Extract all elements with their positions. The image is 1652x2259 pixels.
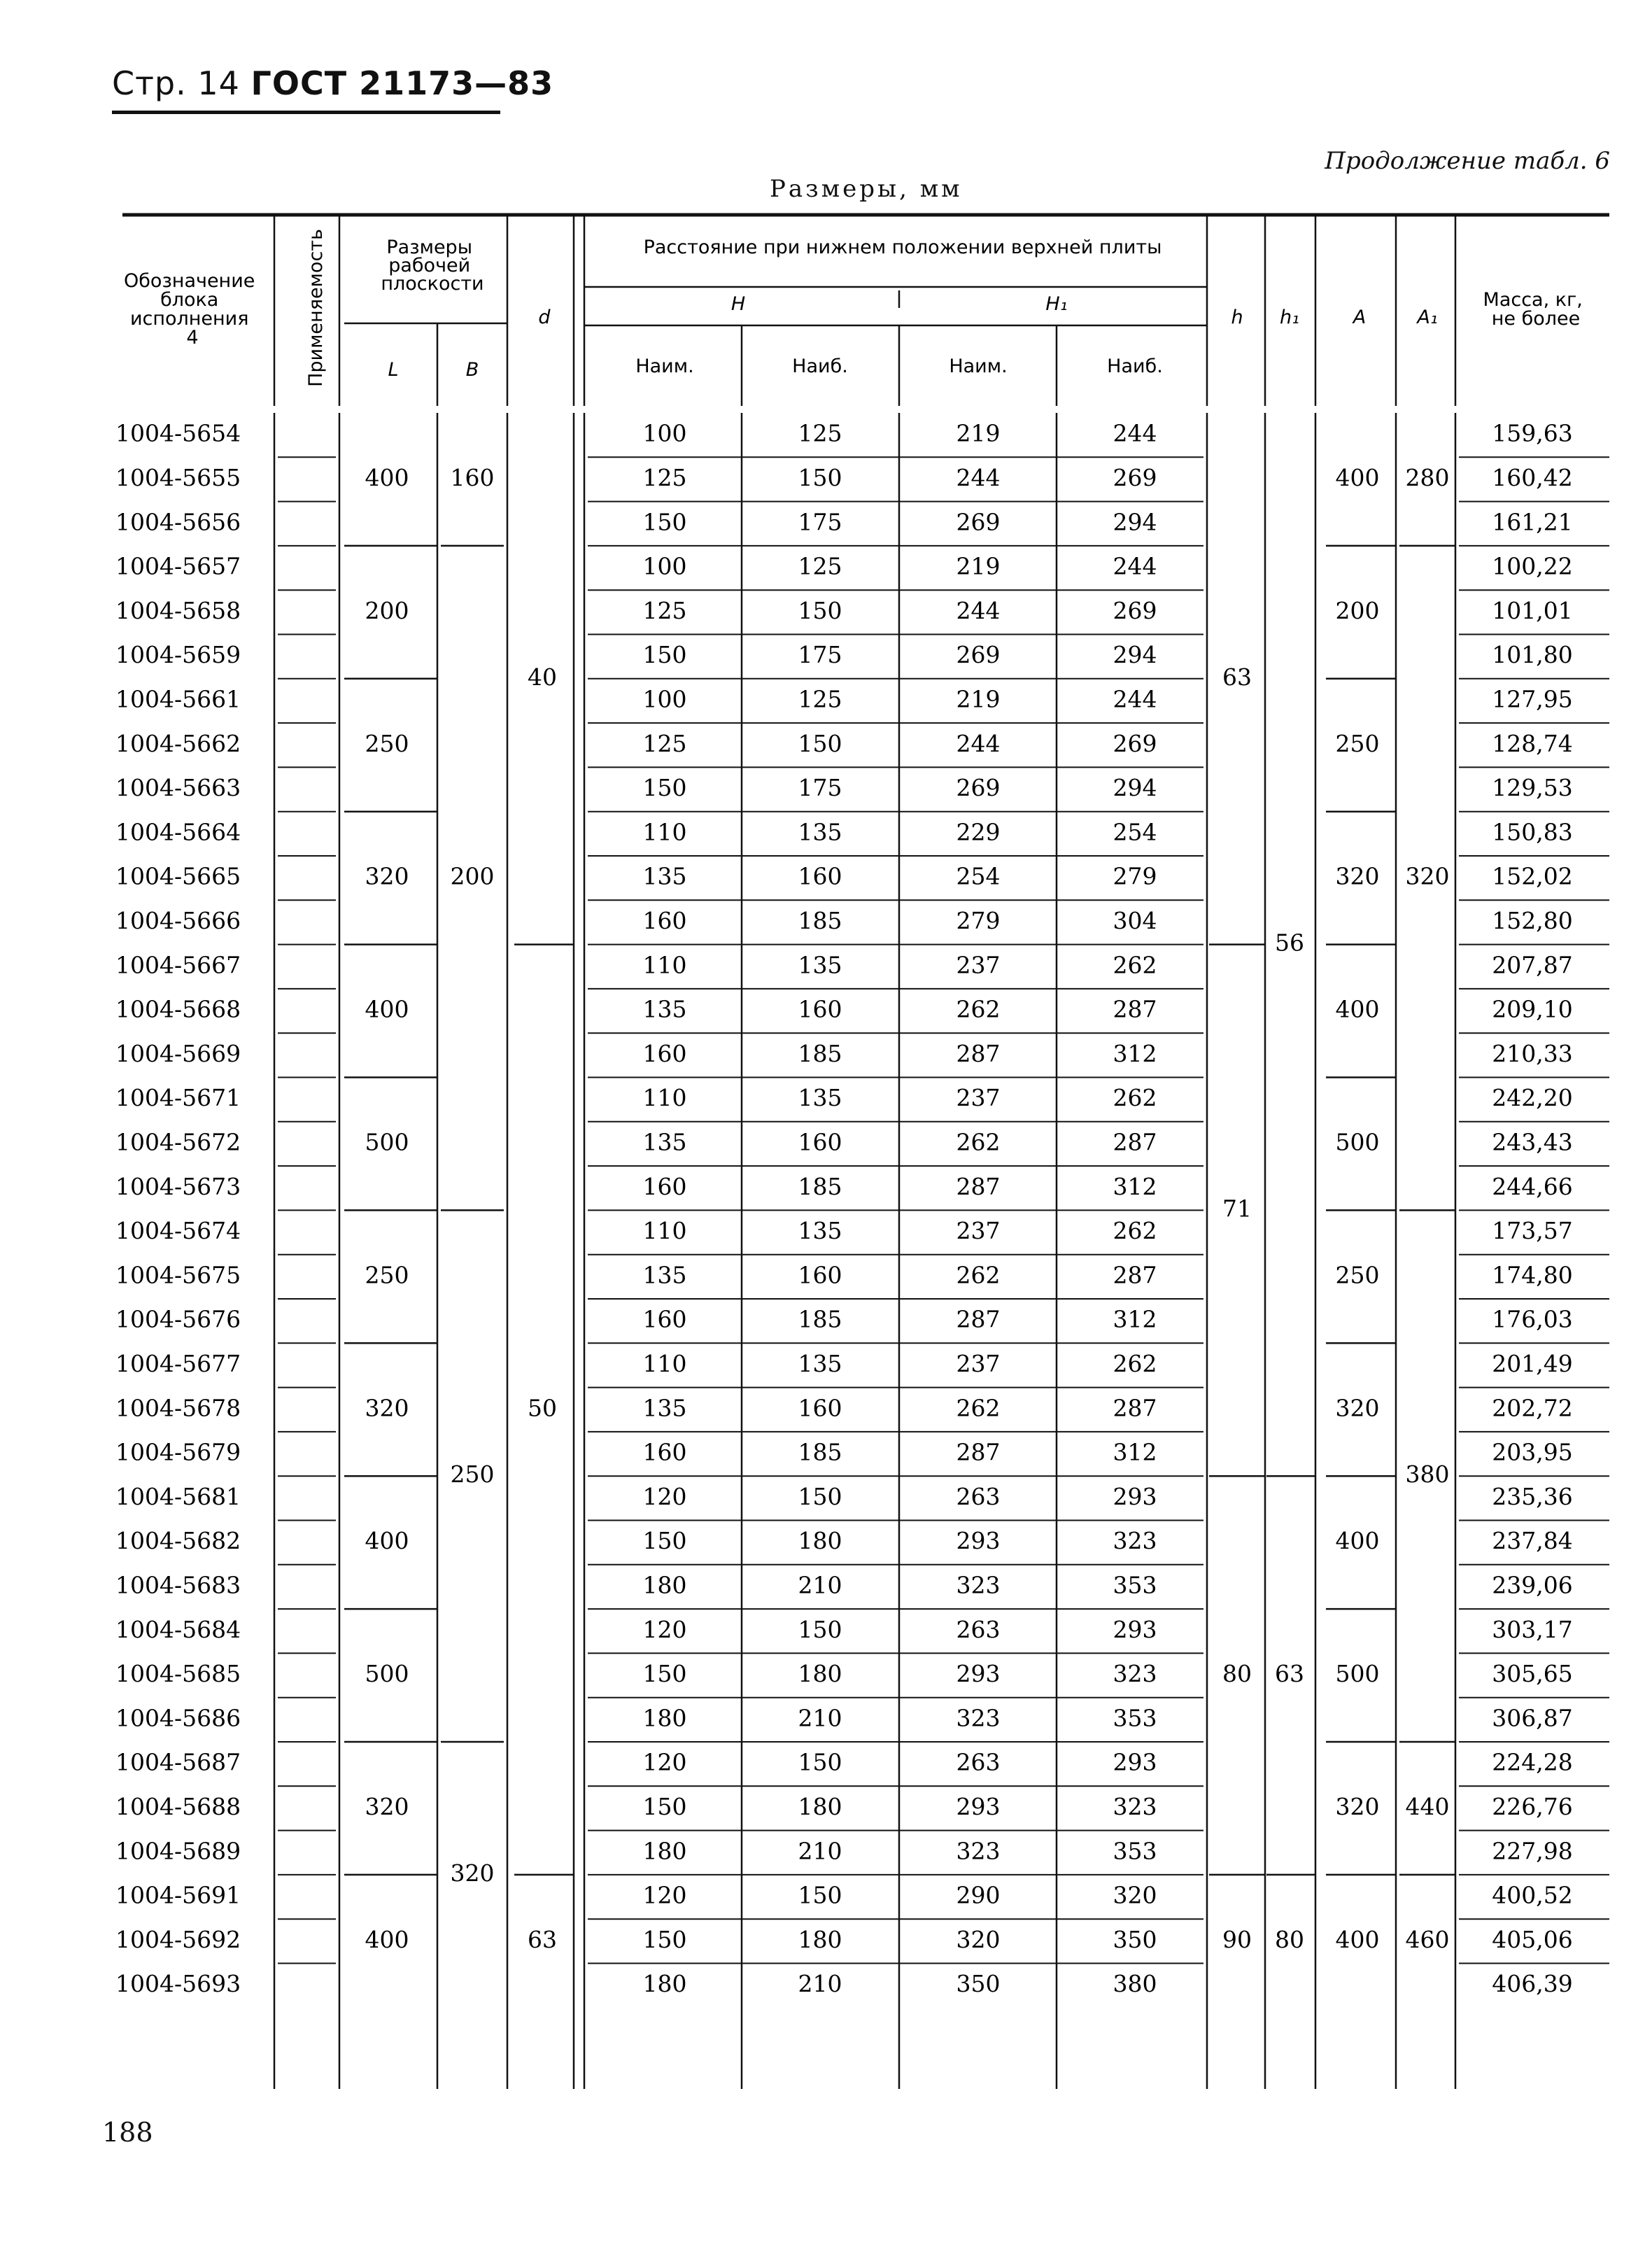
mass-cell: 237,84 — [1492, 1527, 1573, 1555]
H1-min-cell: 263 — [956, 1615, 1001, 1643]
mass-cell: 244,66 — [1492, 1172, 1573, 1200]
mass-cell: 160,42 — [1492, 463, 1573, 491]
mass-cell: 129,53 — [1492, 774, 1573, 802]
H1-max-cell: 287 — [1113, 1128, 1157, 1156]
H1-max-cell: 269 — [1113, 596, 1157, 624]
H1-min-cell: 262 — [956, 1261, 1001, 1289]
H-min-cell: 125 — [642, 463, 687, 491]
mass-cell: 127,95 — [1492, 685, 1573, 713]
H1-min-cell: 269 — [956, 641, 1001, 669]
mass-cell: 152,02 — [1492, 862, 1573, 890]
H-min-cell: 150 — [642, 508, 687, 536]
H1-max-cell: 244 — [1113, 419, 1157, 447]
mass-cell: 406,39 — [1492, 1970, 1573, 1998]
H-min-cell: 125 — [642, 596, 687, 624]
A-cell: 320 — [1335, 1394, 1380, 1422]
H-max-cell: 210 — [798, 1970, 842, 1998]
L-cell: 400 — [365, 995, 409, 1023]
L-cell: 500 — [365, 1128, 409, 1156]
H-max-header: Наиб. — [792, 356, 848, 377]
mass-cell: 101,01 — [1492, 596, 1573, 624]
H-min-cell: 110 — [642, 1349, 687, 1377]
mass-cell: 203,95 — [1492, 1438, 1573, 1466]
designation-cell: 1004-5682 — [115, 1527, 241, 1555]
H1-max-cell: 279 — [1113, 862, 1157, 890]
designation-cell: 1004-5685 — [115, 1660, 241, 1688]
H1-max-cell: 262 — [1113, 1084, 1157, 1112]
B-cell: 320 — [450, 1859, 495, 1887]
mass-cell: 227,98 — [1492, 1837, 1573, 1865]
designation-cell: 1004-5692 — [115, 1925, 241, 1953]
H-max-cell: 125 — [798, 419, 842, 447]
L-cell: 400 — [365, 1925, 409, 1953]
H-min-cell: 110 — [642, 818, 687, 846]
h-cell: 71 — [1222, 1195, 1252, 1223]
H-min-cell: 135 — [642, 1394, 687, 1422]
mass-cell: 235,36 — [1492, 1482, 1573, 1510]
designation-line: 4 — [186, 327, 199, 349]
H-min-cell: 150 — [642, 1792, 687, 1820]
H-min-cell: 160 — [642, 906, 687, 934]
mass-cell: 173,57 — [1492, 1217, 1573, 1245]
H-max-cell: 175 — [798, 508, 842, 536]
A1-cell: 280 — [1405, 463, 1450, 491]
H-max-cell: 160 — [798, 995, 842, 1023]
H1-max-cell: 320 — [1113, 1881, 1157, 1909]
H1-max-cell: 353 — [1113, 1837, 1157, 1865]
designation-cell: 1004-5673 — [115, 1172, 241, 1200]
H-max-cell: 135 — [798, 1084, 842, 1112]
mass-cell: 224,28 — [1492, 1748, 1573, 1776]
designation-line: Обозначение — [124, 270, 255, 292]
A-cell: 200 — [1335, 596, 1380, 624]
work-surface-line: плоскости — [381, 273, 484, 295]
h1-cell: 63 — [1275, 1660, 1304, 1688]
L-cell: 200 — [365, 596, 409, 624]
designation-cell: 1004-5677 — [115, 1349, 241, 1377]
H-max-cell: 160 — [798, 1394, 842, 1422]
designation-header — [124, 270, 261, 349]
H-max-cell: 210 — [798, 1571, 842, 1599]
H-max-cell: 185 — [798, 1305, 842, 1333]
designation-cell: 1004-5693 — [115, 1970, 241, 1998]
H1-max-cell: 287 — [1113, 1261, 1157, 1289]
H1-max-cell: 350 — [1113, 1925, 1157, 1953]
designation-line: блока — [160, 289, 219, 311]
H1-max-header: Наиб. — [1107, 356, 1163, 377]
mass-cell: 201,49 — [1492, 1349, 1573, 1377]
mass-cell: 150,83 — [1492, 818, 1573, 846]
mass-cell: 152,80 — [1492, 906, 1573, 934]
H-max-cell: 180 — [798, 1792, 842, 1820]
A-cell: 400 — [1335, 1527, 1380, 1555]
A1-header: A₁ — [1417, 307, 1438, 328]
H-min-header: Наим. — [635, 356, 694, 377]
designation-cell: 1004-5687 — [115, 1748, 241, 1776]
A1-cell: 440 — [1405, 1792, 1450, 1820]
d-header: d — [538, 307, 551, 328]
H-min-cell: 135 — [642, 995, 687, 1023]
H1-max-cell: 353 — [1113, 1704, 1157, 1732]
applicability-header: Применяемость — [305, 229, 327, 387]
H1-max-cell: 287 — [1113, 995, 1157, 1023]
work-surface-header — [381, 237, 483, 295]
H1-max-cell: 262 — [1113, 1217, 1157, 1245]
H-min-cell: 110 — [642, 951, 687, 979]
L-cell: 320 — [365, 1394, 409, 1422]
L-cell: 250 — [365, 729, 409, 757]
designation-cell: 1004-5691 — [115, 1881, 241, 1909]
H-max-cell: 160 — [798, 1128, 842, 1156]
designation-cell: 1004-5669 — [115, 1039, 241, 1067]
H-max-cell: 180 — [798, 1925, 842, 1953]
H1-min-cell: 293 — [956, 1527, 1001, 1555]
L-cell: 250 — [365, 1261, 409, 1289]
H1-max-cell: 323 — [1113, 1660, 1157, 1688]
H-min-cell: 100 — [642, 685, 687, 713]
designation-cell: 1004-5662 — [115, 729, 241, 757]
mass-cell: 176,03 — [1492, 1305, 1573, 1333]
H-min-cell: 100 — [642, 552, 687, 580]
H1-min-cell: 237 — [956, 1217, 1001, 1245]
designation-cell: 1004-5681 — [115, 1482, 241, 1510]
mass-cell: 202,72 — [1492, 1394, 1573, 1422]
mass-cell: 405,06 — [1492, 1925, 1573, 1953]
H1-min-cell: 262 — [956, 1394, 1001, 1422]
H-min-cell: 150 — [642, 1925, 687, 1953]
designation-cell: 1004-5676 — [115, 1305, 241, 1333]
B-cell: 250 — [450, 1461, 495, 1489]
A1-cell: 460 — [1405, 1925, 1450, 1953]
mass-cell: 174,80 — [1492, 1261, 1573, 1289]
H-min-cell: 180 — [642, 1704, 687, 1732]
H1-min-cell: 293 — [956, 1660, 1001, 1688]
B-cell: 160 — [450, 463, 495, 491]
H1-max-cell: 353 — [1113, 1571, 1157, 1599]
H-min-cell: 150 — [642, 641, 687, 669]
H1-min-cell: 244 — [956, 463, 1001, 491]
h-cell: 63 — [1222, 663, 1252, 691]
H1-max-cell: 293 — [1113, 1615, 1157, 1643]
L-cell: 500 — [365, 1660, 409, 1688]
designation-cell: 1004-5675 — [115, 1261, 241, 1289]
H-max-cell: 175 — [798, 641, 842, 669]
H1-min-cell: 323 — [956, 1571, 1001, 1599]
H-max-cell: 150 — [798, 1748, 842, 1776]
A-cell: 320 — [1335, 1792, 1380, 1820]
designation-cell: 1004-5672 — [115, 1128, 241, 1156]
distance-header: Расстояние при нижнем положении верхней плиты — [643, 237, 1162, 258]
H-min-cell: 180 — [642, 1571, 687, 1599]
H-min-cell: 160 — [642, 1039, 687, 1067]
H-min-cell: 160 — [642, 1438, 687, 1466]
L-cell: 400 — [365, 1527, 409, 1555]
designation-cell: 1004-5684 — [115, 1615, 241, 1643]
H1-max-cell: 262 — [1113, 951, 1157, 979]
H1-header: H₁ — [1045, 293, 1068, 315]
H-max-cell: 150 — [798, 463, 842, 491]
H-min-cell: 135 — [642, 862, 687, 890]
H1-min-cell: 350 — [956, 1970, 1001, 1998]
H-min-cell: 150 — [642, 1527, 687, 1555]
H-min-cell: 100 — [642, 419, 687, 447]
H-max-cell: 180 — [798, 1660, 842, 1688]
H1-max-cell: 312 — [1113, 1438, 1157, 1466]
H1-min-cell: 262 — [956, 1128, 1001, 1156]
H-min-cell: 110 — [642, 1084, 687, 1112]
h-cell: 80 — [1222, 1660, 1252, 1688]
designation-cell: 1004-5663 — [115, 774, 241, 802]
B-cell: 200 — [450, 862, 495, 890]
H1-min-cell: 237 — [956, 951, 1001, 979]
A1-cell: 320 — [1405, 862, 1450, 890]
H1-max-cell: 312 — [1113, 1172, 1157, 1200]
H1-max-cell: 262 — [1113, 1349, 1157, 1377]
mass-cell: 242,20 — [1492, 1084, 1573, 1112]
H1-min-cell: 237 — [956, 1084, 1001, 1112]
units-caption: Размеры, мм — [770, 175, 963, 203]
H-max-cell: 135 — [798, 951, 842, 979]
A-cell: 400 — [1335, 1925, 1380, 1953]
designation-cell: 1004-5668 — [115, 995, 241, 1023]
mass-cell: 306,87 — [1492, 1704, 1573, 1732]
mass-cell: 101,80 — [1492, 641, 1573, 669]
h-cell: 90 — [1222, 1925, 1252, 1953]
H1-min-cell: 219 — [956, 552, 1001, 580]
B-header: B — [465, 359, 479, 381]
H-max-cell: 185 — [798, 1039, 842, 1067]
designation-cell: 1004-5671 — [115, 1084, 241, 1112]
H-max-cell: 210 — [798, 1704, 842, 1732]
H1-min-cell: 269 — [956, 774, 1001, 802]
H1-max-cell: 287 — [1113, 1394, 1157, 1422]
H-max-cell: 185 — [798, 1172, 842, 1200]
H1-max-cell: 244 — [1113, 552, 1157, 580]
H-max-cell: 185 — [798, 1438, 842, 1466]
H-min-cell: 120 — [642, 1748, 687, 1776]
H-min-cell: 150 — [642, 1660, 687, 1688]
H1-min-cell: 293 — [956, 1792, 1001, 1820]
designation-cell: 1004-5667 — [115, 951, 241, 979]
H-max-cell: 185 — [798, 906, 842, 934]
mass-cell: 239,06 — [1492, 1571, 1573, 1599]
H-min-cell: 135 — [642, 1128, 687, 1156]
H1-min-cell: 244 — [956, 729, 1001, 757]
designation-cell: 1004-5654 — [115, 419, 241, 447]
H1-min-cell: 244 — [956, 596, 1001, 624]
page-label: Стр. 14 — [112, 64, 240, 102]
A1-cell: 380 — [1405, 1461, 1450, 1489]
mass-cell: 400,52 — [1492, 1881, 1573, 1909]
H1-min-cell: 263 — [956, 1748, 1001, 1776]
H1-max-cell: 312 — [1113, 1305, 1157, 1333]
H-max-cell: 150 — [798, 596, 842, 624]
A-cell: 250 — [1335, 1261, 1380, 1289]
mass-header — [1483, 289, 1589, 330]
d-cell: 63 — [528, 1925, 557, 1953]
H1-max-cell: 254 — [1113, 818, 1157, 846]
A-cell: 250 — [1335, 729, 1380, 757]
designation-cell: 1004-5686 — [115, 1704, 241, 1732]
h1-header: h₁ — [1280, 307, 1299, 328]
H1-max-cell: 312 — [1113, 1039, 1157, 1067]
d-cell: 50 — [528, 1394, 557, 1422]
H1-min-cell: 237 — [956, 1349, 1001, 1377]
H-max-cell: 125 — [798, 552, 842, 580]
H1-max-cell: 293 — [1113, 1748, 1157, 1776]
mass-line: Масса, кг, — [1483, 289, 1583, 311]
page-number: 188 — [102, 2117, 153, 2148]
H-min-cell: 120 — [642, 1881, 687, 1909]
mass-line: не более — [1491, 308, 1581, 330]
H-min-cell: 120 — [642, 1615, 687, 1643]
designation-cell: 1004-5678 — [115, 1394, 241, 1422]
H1-min-cell: 269 — [956, 508, 1001, 536]
H1-min-cell: 263 — [956, 1482, 1001, 1510]
designation-cell: 1004-5664 — [115, 818, 241, 846]
H-min-cell: 180 — [642, 1837, 687, 1865]
H-max-cell: 150 — [798, 1615, 842, 1643]
H-max-cell: 135 — [798, 818, 842, 846]
mass-cell: 128,74 — [1492, 729, 1573, 757]
H-max-cell: 175 — [798, 774, 842, 802]
H1-max-cell: 323 — [1113, 1527, 1157, 1555]
designation-cell: 1004-5666 — [115, 906, 241, 934]
designation-cell: 1004-5656 — [115, 508, 241, 536]
H1-min-cell: 279 — [956, 906, 1001, 934]
H-max-cell: 160 — [798, 1261, 842, 1289]
work-surface-line: Размеры — [386, 237, 473, 258]
H-max-cell: 210 — [798, 1837, 842, 1865]
mass-cell: 159,63 — [1492, 419, 1573, 447]
L-cell: 320 — [365, 862, 409, 890]
A-cell: 320 — [1335, 862, 1380, 890]
H1-max-cell: 304 — [1113, 906, 1157, 934]
H1-max-cell: 380 — [1113, 1970, 1157, 1998]
d-cell: 40 — [528, 663, 557, 691]
designation-cell: 1004-5665 — [115, 862, 241, 890]
work-surface-line: рабочей — [388, 255, 471, 276]
H-min-cell: 160 — [642, 1172, 687, 1200]
H1-max-cell: 294 — [1113, 774, 1157, 802]
H1-min-cell: 262 — [956, 995, 1001, 1023]
designation-cell: 1004-5688 — [115, 1792, 241, 1820]
A-cell: 500 — [1335, 1128, 1380, 1156]
A-header: A — [1353, 307, 1367, 328]
H1-max-cell: 244 — [1113, 685, 1157, 713]
h1-cell: 80 — [1275, 1925, 1304, 1953]
H-max-cell: 150 — [798, 1881, 842, 1909]
L-cell: 400 — [365, 463, 409, 491]
H1-min-cell: 219 — [956, 419, 1001, 447]
designation-cell: 1004-5661 — [115, 685, 241, 713]
h1-cell: 56 — [1275, 929, 1304, 957]
designation-cell: 1004-5683 — [115, 1571, 241, 1599]
designation-cell: 1004-5674 — [115, 1217, 241, 1245]
H-max-cell: 160 — [798, 862, 842, 890]
designation-cell: 1004-5658 — [115, 596, 241, 624]
H1-max-cell: 323 — [1113, 1792, 1157, 1820]
mass-cell: 226,76 — [1492, 1792, 1573, 1820]
designation-cell: 1004-5689 — [115, 1837, 241, 1865]
A-cell: 500 — [1335, 1660, 1380, 1688]
H-max-cell: 150 — [798, 1482, 842, 1510]
A-cell: 400 — [1335, 463, 1380, 491]
H-max-cell: 135 — [798, 1349, 842, 1377]
designation-line: исполнения — [129, 308, 249, 330]
standard-number: ГОСТ 21173—83 — [250, 64, 554, 102]
H-min-cell: 150 — [642, 774, 687, 802]
mass-cell: 209,10 — [1492, 995, 1573, 1023]
designation-cell: 1004-5679 — [115, 1438, 241, 1466]
H-min-cell: 110 — [642, 1217, 687, 1245]
L-header: L — [388, 359, 399, 381]
H1-min-header: Наим. — [949, 356, 1008, 377]
H-min-cell: 120 — [642, 1482, 687, 1510]
H-header: H — [730, 293, 746, 315]
mass-cell: 100,22 — [1492, 552, 1573, 580]
H1-min-cell: 290 — [956, 1881, 1001, 1909]
H1-max-cell: 269 — [1113, 729, 1157, 757]
designation-cell: 1004-5659 — [115, 641, 241, 669]
H-min-cell: 125 — [642, 729, 687, 757]
H-min-cell: 160 — [642, 1305, 687, 1333]
H1-min-cell: 254 — [956, 862, 1001, 890]
H-max-cell: 135 — [798, 1217, 842, 1245]
H1-max-cell: 269 — [1113, 463, 1157, 491]
A-cell: 400 — [1335, 995, 1380, 1023]
mass-cell: 305,65 — [1492, 1660, 1573, 1688]
mass-cell: 303,17 — [1492, 1615, 1573, 1643]
H1-min-cell: 287 — [956, 1305, 1001, 1333]
mass-cell: 161,21 — [1492, 508, 1573, 536]
h-header: h — [1231, 307, 1243, 328]
H1-min-cell: 287 — [956, 1172, 1001, 1200]
H1-min-cell: 287 — [956, 1438, 1001, 1466]
H1-min-cell: 287 — [956, 1039, 1001, 1067]
H1-max-cell: 293 — [1113, 1482, 1157, 1510]
designation-cell: 1004-5655 — [115, 463, 241, 491]
designation-cell: 1004-5657 — [115, 552, 241, 580]
mass-cell: 210,33 — [1492, 1039, 1573, 1067]
mass-cell: 207,87 — [1492, 951, 1573, 979]
mass-cell: 243,43 — [1492, 1128, 1573, 1156]
H1-min-cell: 323 — [956, 1837, 1001, 1865]
L-cell: 320 — [365, 1792, 409, 1820]
H1-max-cell: 294 — [1113, 641, 1157, 669]
H-max-cell: 150 — [798, 729, 842, 757]
H-min-cell: 135 — [642, 1261, 687, 1289]
H-min-cell: 180 — [642, 1970, 687, 1998]
H1-max-cell: 294 — [1113, 508, 1157, 536]
H-max-cell: 125 — [798, 685, 842, 713]
H1-min-cell: 320 — [956, 1925, 1001, 1953]
H1-min-cell: 229 — [956, 818, 1001, 846]
H-max-cell: 180 — [798, 1527, 842, 1555]
H1-min-cell: 323 — [956, 1704, 1001, 1732]
continuation-label: Продолжение табл. 6 — [1325, 147, 1610, 175]
H1-min-cell: 219 — [956, 685, 1001, 713]
